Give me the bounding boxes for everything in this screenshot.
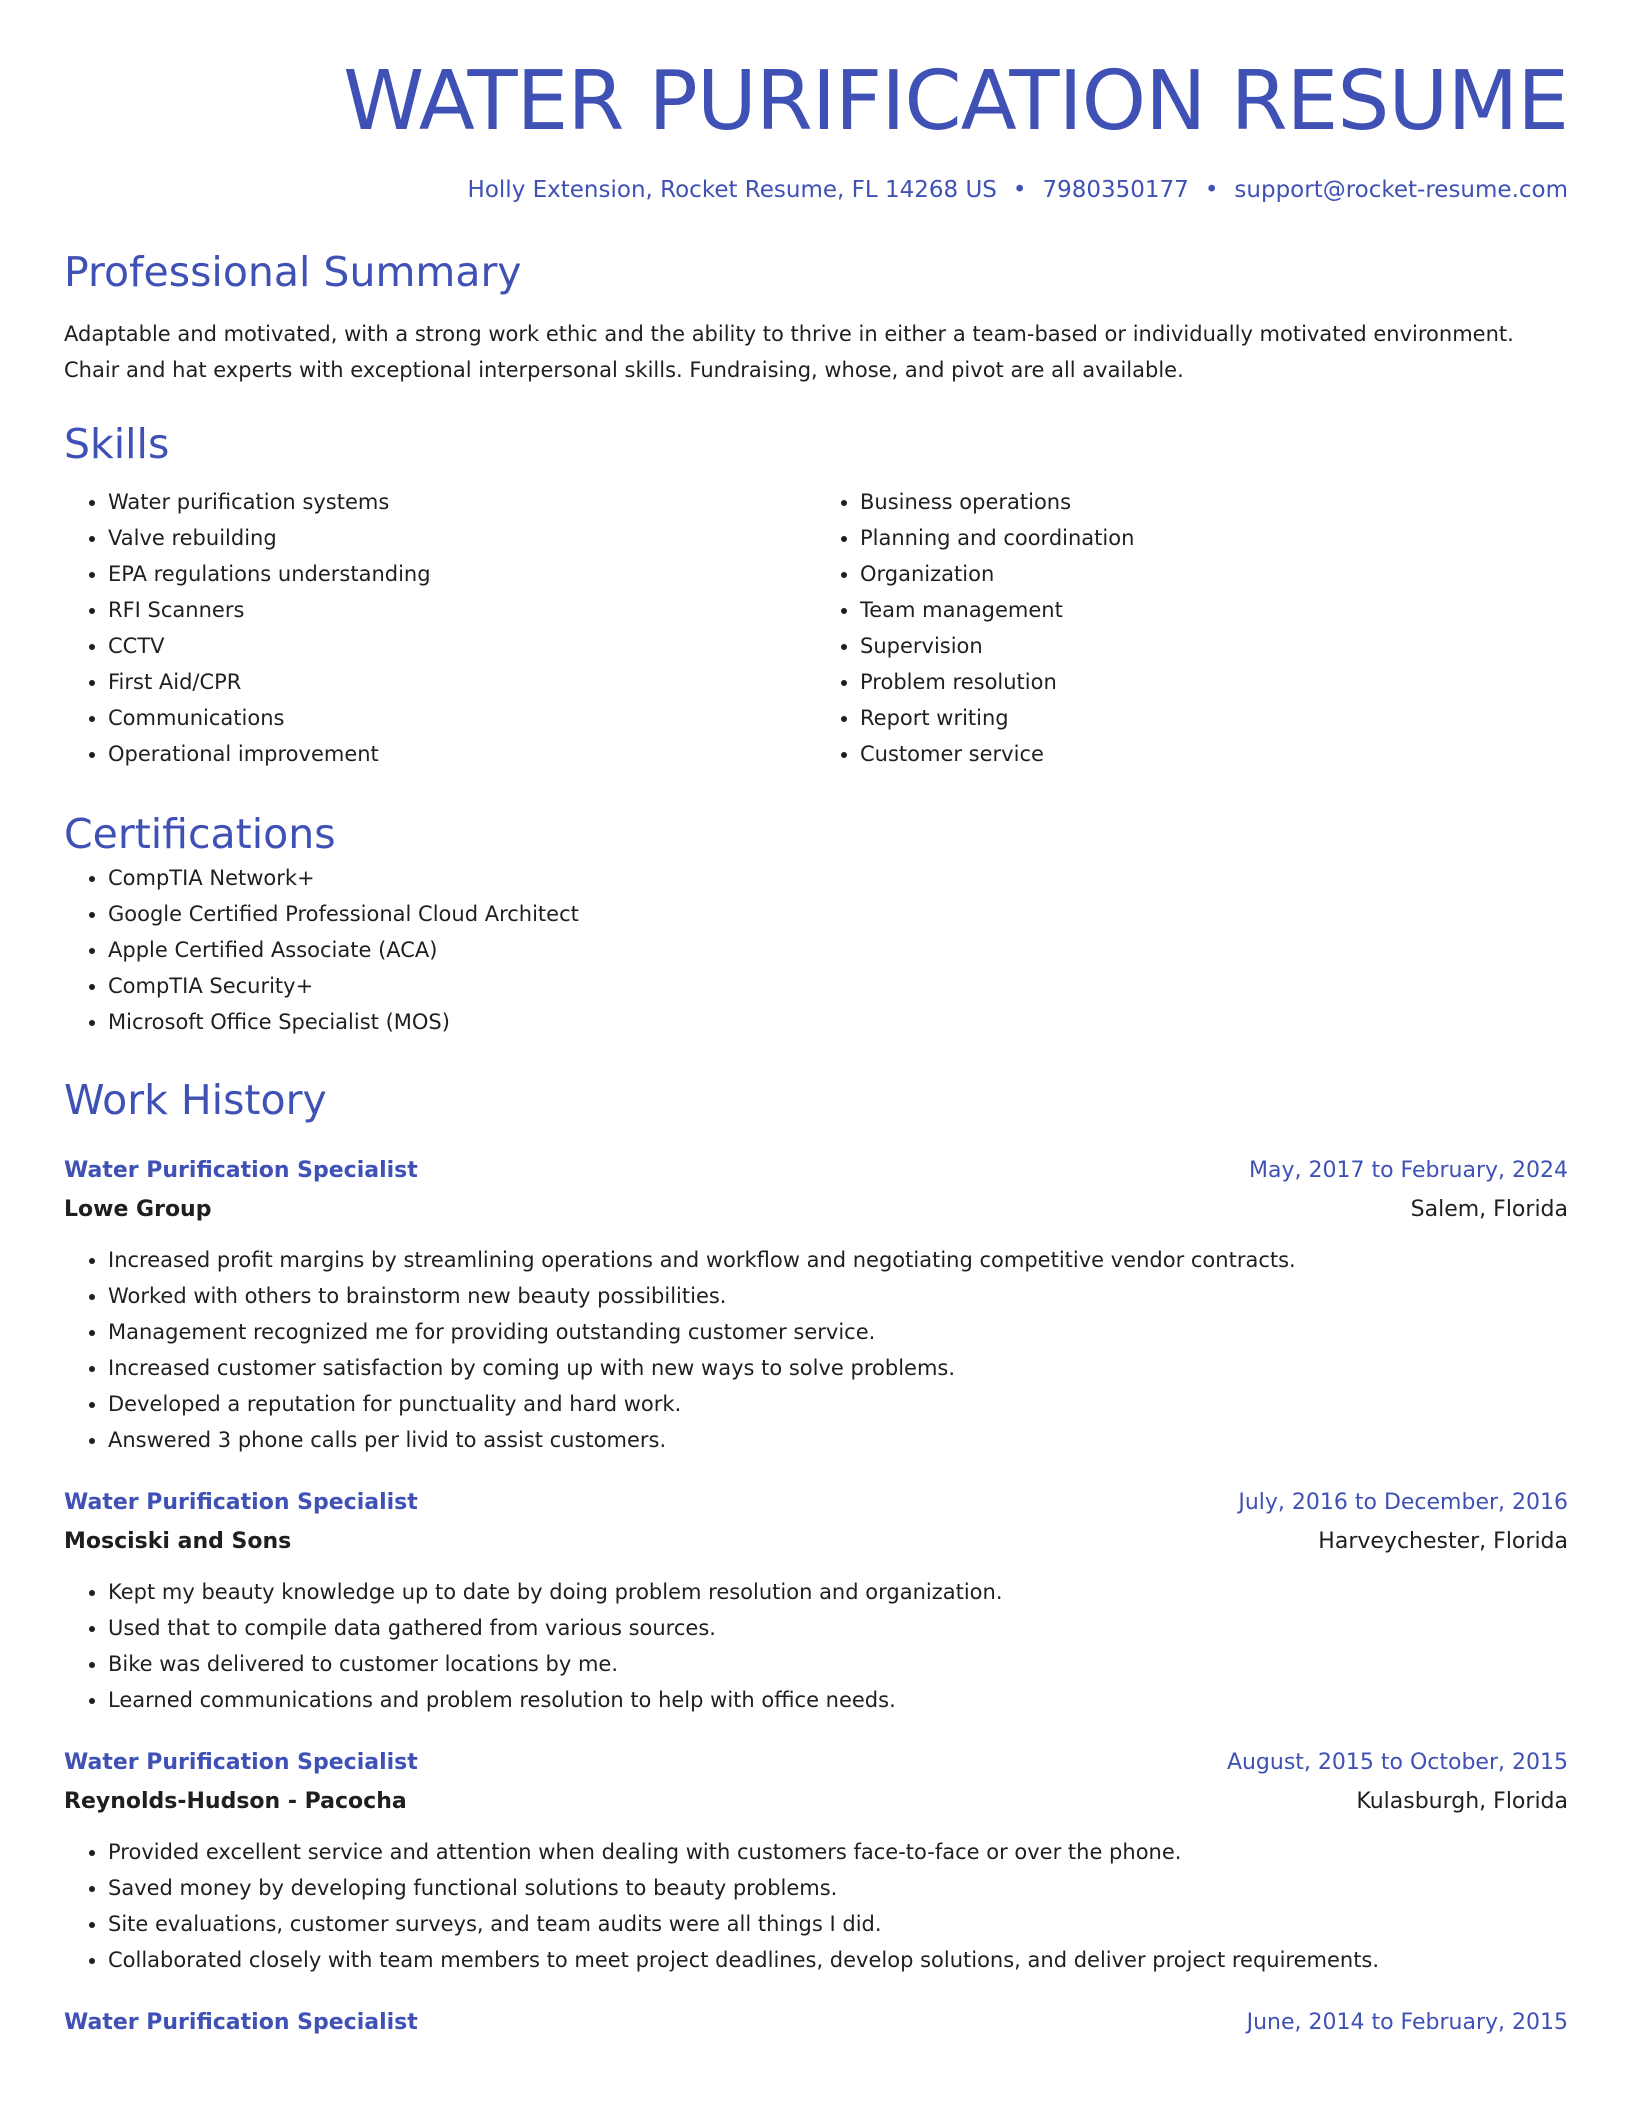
skill-item: • Operational improvement [108,736,816,772]
job-entry [64,1152,1568,1458]
skill-item: • Report writing [860,700,1568,736]
skill-item: • Problem resolution [860,664,1568,700]
skill-item: • Business operations [860,484,1568,520]
skills-column-left [64,484,816,772]
skill-item: • Planning and coordination [860,520,1568,556]
job-bullet: • Developed a reputation for punctuality and hard work. [108,1386,1568,1422]
skill-item: • Organization [860,556,1568,592]
job-company: Reynolds-Hudson - Pacocha [64,1789,407,1814]
job-bullet: • Answered 3 phone calls per livid to assist customers. [108,1422,1568,1458]
job-title: Water Purification Specialist [64,2010,418,2035]
skill-item: • Customer service [860,736,1568,772]
job-location: Salem, Florida [1410,1197,1568,1222]
certifications-list [64,860,1568,1040]
work-history-heading: Work History [64,1076,327,1124]
job-dates: May, 2017 to February, 2024 [1249,1158,1568,1183]
job-company: Lowe Group [64,1197,212,1222]
skills-column-right [816,484,1568,772]
contact-address: Holly Extension, Rocket Resume, FL 14268 US [467,177,997,203]
certification-item: • CompTIA Network+ [108,860,1568,896]
job-bullet: • Management recognized me for providing outstanding customer service. [108,1314,1568,1350]
skills-heading: Skills [64,420,170,468]
skills-grid [64,484,1568,772]
job-title: Water Purification Specialist [64,1750,418,1775]
job-bullet: • Bike was delivered to customer locations by me. [108,1646,1568,1682]
job-bullet: • Used that to compile data gathered from various sources. [108,1610,1568,1646]
contact-email[interactable]: support@rocket-resume.com [1234,177,1568,203]
certification-item: • Google Certified Professional Cloud Architect [108,896,1568,932]
job-bullet: • Collaborated closely with team members to meet project deadlines, develop solutions, and deliver project requirements. [108,1942,1568,1978]
job-bullets [64,1242,1568,1458]
job-title: Water Purification Specialist [64,1490,418,1515]
job-bullets [64,1834,1568,1978]
skill-item: • Water purification systems [108,484,816,520]
summary-heading: Professional Summary [64,248,522,296]
summary-text: Adaptable and motivated, with a strong work ethic and the ability to thrive in either a team-based or individually motivated environment. Chair and hat experts with exceptional interpersonal skills. Fundraising, whose, and pivot are all available. [64,322,1514,382]
job-bullet: • Site evaluations, customer surveys, and team audits were all things I did. [108,1906,1568,1942]
certification-item: • Microsoft Office Specialist (MOS) [108,1004,1568,1040]
resume-title: WATER PURIFICATION RESUME [343,54,1568,149]
skill-item: • RFI Scanners [108,592,816,628]
job-dates: August, 2015 to October, 2015 [1226,1750,1568,1775]
contact-separator: • [1012,177,1027,203]
skill-item: • Valve rebuilding [108,520,816,556]
skill-item: • EPA regulations understanding [108,556,816,592]
contact-line [64,174,1568,206]
certification-item: • CompTIA Security+ [108,968,1568,1004]
job-bullet: • Learned communications and problem resolution to help with office needs. [108,1682,1568,1718]
job-bullets [64,1574,1568,1718]
job-bullet: • Provided excellent service and attention when dealing with customers face-to-face or over the phone. [108,1834,1568,1870]
job-entry [64,1484,1568,1718]
job-location: Kulasburgh, Florida [1356,1789,1568,1814]
certification-item: • Apple Certified Associate (ACA) [108,932,1568,968]
job-location: Harveychester, Florida [1318,1529,1568,1554]
job-bullet: • Worked with others to brainstorm new beauty possibilities. [108,1278,1568,1314]
job-bullet: • Kept my beauty knowledge up to date by doing problem resolution and organization. [108,1574,1568,1610]
skill-item: • Team management [860,592,1568,628]
contact-phone: 7980350177 [1042,177,1189,203]
skill-item: • First Aid/CPR [108,664,816,700]
job-company: Mosciski and Sons [64,1529,292,1554]
job-bullet: • Saved money by developing functional solutions to beauty problems. [108,1870,1568,1906]
certifications-heading: Certifications [64,810,336,858]
job-entry [64,2004,1568,2042]
job-entry [64,1744,1568,1978]
skill-item: • Communications [108,700,816,736]
job-bullet: • Increased profit margins by streamlining operations and workflow and negotiating competitive vendor contracts. [108,1242,1568,1278]
job-bullet: • Increased customer satisfaction by coming up with new ways to solve problems. [108,1350,1568,1386]
skill-item: • CCTV [108,628,816,664]
job-dates: June, 2014 to February, 2015 [1246,2010,1568,2035]
skill-item: • Supervision [860,628,1568,664]
job-dates: July, 2016 to December, 2016 [1238,1490,1568,1515]
job-title: Water Purification Specialist [64,1158,418,1183]
contact-separator: • [1204,177,1219,203]
